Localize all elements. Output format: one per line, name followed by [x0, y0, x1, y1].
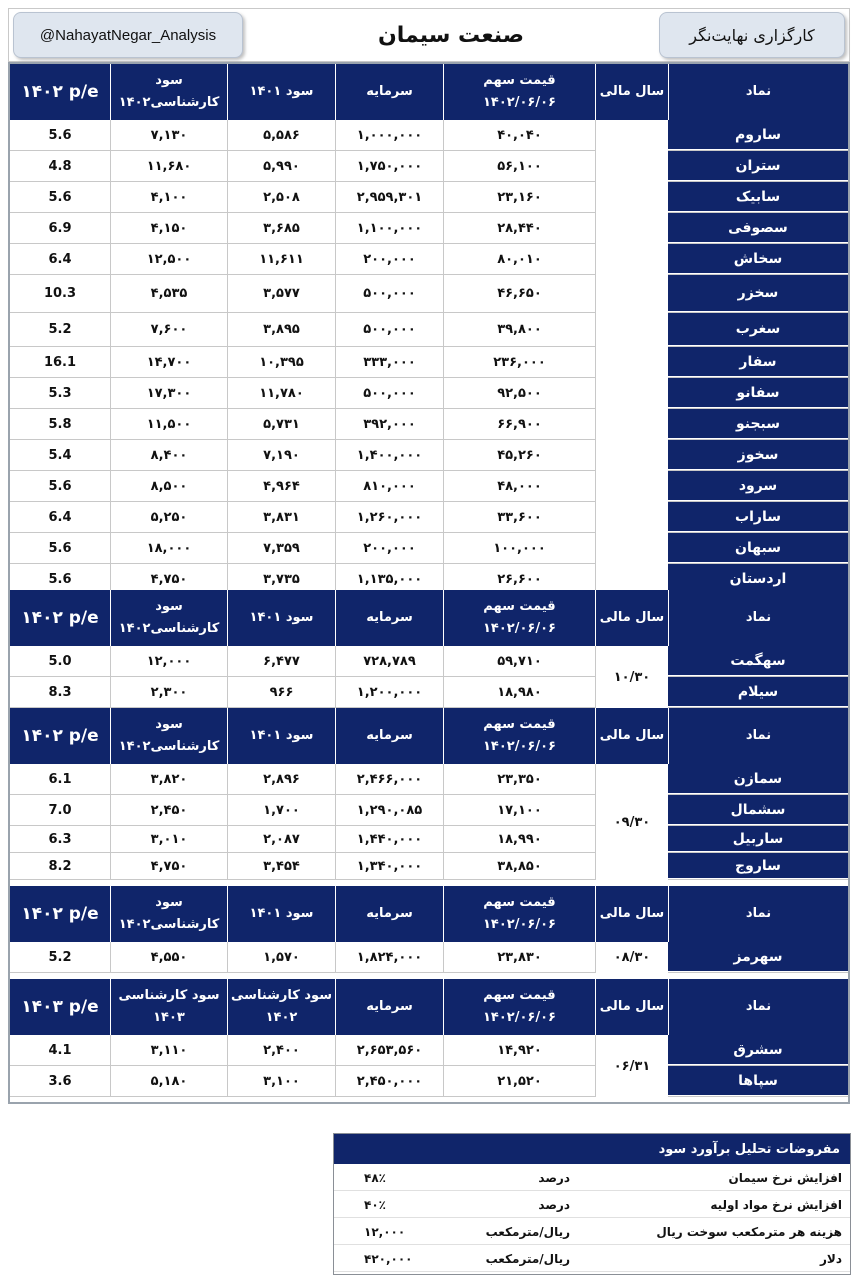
symbol-header: نماد	[668, 886, 848, 942]
capital-cell: ۱,۴۴۰,۰۰۰	[335, 826, 443, 852]
table-row	[10, 471, 848, 502]
section-header-row	[10, 590, 848, 646]
profit-header: سود کارشناسی ۱۴۰۲	[227, 979, 335, 1035]
stock-symbol: سغرب	[668, 313, 848, 346]
section-header-row	[10, 64, 848, 120]
pe-cell: 8.3	[48, 684, 72, 700]
estimated-profit-cell: ۱۲,۵۰۰	[110, 244, 227, 274]
profit-cell: ۳,۴۵۴	[227, 853, 335, 879]
table-row	[10, 440, 848, 471]
table-row	[10, 646, 848, 677]
pe-header: ۱۴۰۲ p/e	[21, 725, 99, 746]
price-cell: ۱۴,۹۲۰	[443, 1035, 595, 1065]
price-header: قیمت سهم ۱۴۰۲/۰۶/۰۶	[443, 979, 595, 1035]
capital-cell: ۱,۰۰۰,۰۰۰	[335, 120, 443, 150]
capital-header: سرمایه	[335, 979, 443, 1035]
capital-cell: ۷۲۸,۷۸۹	[335, 646, 443, 676]
profit-cell: ۲,۰۸۷	[227, 826, 335, 852]
table-row	[10, 275, 848, 313]
assumption-unit: درصد	[538, 1197, 570, 1212]
profit-cell: ۷,۳۵۹	[227, 533, 335, 563]
assumption-label: افزایش نرخ مواد اولیه	[710, 1197, 842, 1212]
price-cell: ۴۰,۰۴۰	[443, 120, 595, 150]
price-header: قیمت سهم ۱۴۰۲/۰۶/۰۶	[443, 886, 595, 942]
capital-cell: ۸۱۰,۰۰۰	[335, 471, 443, 501]
profit-cell: ۱,۵۷۰	[227, 942, 335, 972]
table-row	[10, 213, 848, 244]
pe-cell: 16.1	[43, 354, 77, 370]
symbol-header: نماد	[668, 64, 848, 120]
pe-cell: 10.3	[43, 286, 77, 301]
price-header: قیمت سهم ۱۴۰۲/۰۶/۰۶	[443, 708, 595, 764]
price-cell: ۲۳,۳۵۰	[443, 764, 595, 794]
pe-cell: 6.9	[48, 220, 72, 236]
assumption-value: ۴۸٪	[364, 1170, 386, 1185]
capital-cell: ۵۰۰,۰۰۰	[335, 275, 443, 312]
profit-cell: ۱۱,۶۱۱	[227, 244, 335, 274]
pe-cell: 5.3	[48, 385, 72, 401]
capital-cell: ۳۳۳,۰۰۰	[335, 347, 443, 377]
profit-cell: ۱۱,۷۸۰	[227, 378, 335, 408]
estimated-profit-cell: ۴,۱۰۰	[110, 182, 227, 212]
capital-cell: ۲,۴۵۰,۰۰۰	[335, 1066, 443, 1096]
profit-cell: ۲,۸۹۶	[227, 764, 335, 794]
estimated-profit-header: سود کارشناسی۱۴۰۲	[110, 708, 227, 764]
capital-cell: ۱,۲۰۰,۰۰۰	[335, 677, 443, 707]
estimated-profit-cell: ۴,۵۵۰	[110, 942, 227, 972]
price-cell: ۸۰,۰۱۰	[443, 244, 595, 274]
stock-symbol: سشرق	[668, 1035, 848, 1065]
fiscal-year-cell: ۱۰/۳۰	[595, 646, 668, 708]
estimated-profit-cell: ۴,۷۵۰	[110, 853, 227, 879]
estimated-profit-header: سود کارشناسی۱۴۰۲	[110, 64, 227, 120]
profit-cell: ۳,۵۷۷	[227, 275, 335, 312]
profit-cell: ۹۶۶	[227, 677, 335, 707]
table-section	[10, 979, 848, 1097]
stock-symbol: ساروم	[668, 120, 848, 150]
profit-cell: ۳,۶۸۵	[227, 213, 335, 243]
estimated-profit-cell: ۷,۶۰۰	[110, 313, 227, 346]
stock-symbol: سهرمز	[668, 942, 848, 972]
capital-header: سرمایه	[335, 590, 443, 646]
pe-cell: 6.1	[48, 771, 72, 787]
capital-cell: ۲,۴۶۶,۰۰۰	[335, 764, 443, 794]
estimated-profit-cell: ۳,۰۱۰	[110, 826, 227, 852]
stock-symbol: سبهان	[668, 533, 848, 563]
assumption-label: دلار	[819, 1251, 842, 1266]
fiscal-year-cell	[595, 120, 668, 595]
fiscal-year-header: سال مالی	[595, 708, 668, 764]
section-header-row	[10, 979, 848, 1035]
assumptions-title: مفروضات تحلیل برآورد سود	[334, 1134, 850, 1164]
profit-cell: ۴,۹۶۴	[227, 471, 335, 501]
stock-symbol: ساروج	[668, 853, 848, 879]
price-cell: ۱۷,۱۰۰	[443, 795, 595, 825]
stock-symbol: سیلام	[668, 677, 848, 707]
table-section	[10, 64, 848, 595]
table-row	[10, 1066, 848, 1097]
assumption-value: ۴۰٪	[364, 1197, 386, 1212]
price-cell: ۴۵,۲۶۰	[443, 440, 595, 470]
profit-cell: ۷,۱۹۰	[227, 440, 335, 470]
table-row	[10, 764, 848, 795]
pe-cell: 6.4	[48, 251, 72, 267]
assumption-row	[334, 1245, 850, 1272]
capital-cell: ۱,۱۰۰,۰۰۰	[335, 213, 443, 243]
table-row	[10, 502, 848, 533]
stock-symbol: سمازن	[668, 764, 848, 794]
profit-cell: ۳,۱۰۰	[227, 1066, 335, 1096]
capital-cell: ۱,۸۲۴,۰۰۰	[335, 942, 443, 972]
pe-cell: 5.6	[48, 571, 72, 587]
price-header: قیمت سهم ۱۴۰۲/۰۶/۰۶	[443, 64, 595, 120]
table-section	[10, 886, 848, 973]
price-cell: ۵۹,۷۱۰	[443, 646, 595, 676]
price-cell: ۲۸,۴۴۰	[443, 213, 595, 243]
brokerage-name: کارگزاری نهایت‌نگر	[659, 12, 845, 58]
estimated-profit-cell: ۲,۳۰۰	[110, 677, 227, 707]
table-row	[10, 244, 848, 275]
table-row	[10, 795, 848, 826]
estimated-profit-header: سود کارشناسی۱۴۰۲	[110, 590, 227, 646]
profit-header: سود ۱۴۰۱	[227, 708, 335, 764]
price-cell: ۳۹,۸۰۰	[443, 313, 595, 346]
assumptions-box	[333, 1133, 851, 1275]
pe-cell: 7.0	[48, 802, 72, 818]
fiscal-year-header: سال مالی	[595, 979, 668, 1035]
stock-symbol: سخزر	[668, 275, 848, 312]
stock-symbol: سابیک	[668, 182, 848, 212]
profit-cell: ۶,۴۷۷	[227, 646, 335, 676]
pe-cell: 3.6	[48, 1073, 72, 1089]
stock-symbol: سفانو	[668, 378, 848, 408]
estimated-profit-header: سود کارشناسی۱۴۰۲	[110, 886, 227, 942]
section-header-row	[10, 708, 848, 764]
capital-cell: ۱,۱۳۵,۰۰۰	[335, 564, 443, 594]
estimated-profit-cell: ۳,۱۱۰	[110, 1035, 227, 1065]
stock-symbol: اردستان	[668, 564, 848, 594]
table-row	[10, 677, 848, 708]
price-cell: ۲۳۶,۰۰۰	[443, 347, 595, 377]
estimated-profit-cell: ۲,۴۵۰	[110, 795, 227, 825]
assumption-unit: درصد	[538, 1170, 570, 1185]
table-section	[10, 590, 848, 708]
capital-cell: ۵۰۰,۰۰۰	[335, 378, 443, 408]
capital-cell: ۱,۲۶۰,۰۰۰	[335, 502, 443, 532]
assumption-value: ۴۲۰,۰۰۰	[364, 1251, 413, 1266]
capital-header: سرمایه	[335, 886, 443, 942]
table-row	[10, 826, 848, 853]
channel-handle[interactable]: @NahayatNegar_Analysis	[13, 12, 243, 58]
pe-cell: 5.2	[48, 949, 72, 965]
pe-cell: 5.6	[48, 127, 72, 143]
price-cell: ۲۳,۸۳۰	[443, 942, 595, 972]
profit-header: سود ۱۴۰۱	[227, 886, 335, 942]
pe-cell: 5.6	[48, 189, 72, 205]
assumption-row	[334, 1191, 850, 1218]
price-cell: ۴۶,۶۵۰	[443, 275, 595, 312]
estimated-profit-cell: ۸,۵۰۰	[110, 471, 227, 501]
estimated-profit-cell: ۷,۱۳۰	[110, 120, 227, 150]
capital-header: سرمایه	[335, 708, 443, 764]
assumption-value: ۱۲,۰۰۰	[364, 1224, 406, 1239]
stock-symbol: ساراب	[668, 502, 848, 532]
table-row	[10, 533, 848, 564]
estimated-profit-cell: ۴,۵۳۵	[110, 275, 227, 312]
stock-symbol: سپاها	[668, 1066, 848, 1096]
pe-header: ۱۴۰۲ p/e	[21, 607, 99, 628]
price-cell: ۲۳,۱۶۰	[443, 182, 595, 212]
profit-cell: ۱۰,۳۹۵	[227, 347, 335, 377]
assumption-unit: ریال/مترمکعب	[485, 1224, 570, 1239]
table-row	[10, 313, 848, 347]
capital-cell: ۱,۴۰۰,۰۰۰	[335, 440, 443, 470]
table-row	[10, 378, 848, 409]
capital-cell: ۲,۹۵۹,۳۰۱	[335, 182, 443, 212]
assumption-label: هزینه هر مترمکعب سوخت ریال	[656, 1224, 842, 1239]
price-cell: ۱۸,۹۸۰	[443, 677, 595, 707]
capital-cell: ۱,۲۹۰,۰۸۵	[335, 795, 443, 825]
table-row	[10, 182, 848, 213]
estimated-profit-cell: ۸,۴۰۰	[110, 440, 227, 470]
price-cell: ۹۲,۵۰۰	[443, 378, 595, 408]
profit-cell: ۲,۴۰۰	[227, 1035, 335, 1065]
estimated-profit-cell: ۱۱,۶۸۰	[110, 151, 227, 181]
capital-cell: ۵۰۰,۰۰۰	[335, 313, 443, 346]
pe-cell: 5.6	[48, 540, 72, 556]
pe-cell: 5.4	[48, 447, 72, 463]
table-row	[10, 942, 848, 973]
fiscal-year-cell: ۰۸/۳۰	[595, 942, 668, 973]
profit-cell: ۵,۷۳۱	[227, 409, 335, 439]
capital-cell: ۲,۶۵۳,۵۶۰	[335, 1035, 443, 1065]
estimated-profit-cell: ۱۷,۳۰۰	[110, 378, 227, 408]
estimated-profit-cell: ۱۸,۰۰۰	[110, 533, 227, 563]
price-header: قیمت سهم ۱۴۰۲/۰۶/۰۶	[443, 590, 595, 646]
fiscal-year-header: سال مالی	[595, 886, 668, 942]
stock-symbol: سهگمت	[668, 646, 848, 676]
pe-header: ۱۴۰۲ p/e	[21, 903, 99, 924]
assumption-row	[334, 1164, 850, 1191]
table-row	[10, 151, 848, 182]
pe-cell: 6.3	[48, 831, 72, 847]
estimated-profit-cell: ۵,۲۵۰	[110, 502, 227, 532]
symbol-header: نماد	[668, 979, 848, 1035]
symbol-header: نماد	[668, 590, 848, 646]
table-row	[10, 120, 848, 151]
pe-cell: 5.0	[48, 653, 72, 669]
capital-cell: ۲۰۰,۰۰۰	[335, 244, 443, 274]
price-cell: ۱۸,۹۹۰	[443, 826, 595, 852]
table-row	[10, 347, 848, 378]
capital-header: سرمایه	[335, 64, 443, 120]
pe-cell: 6.4	[48, 509, 72, 525]
price-cell: ۲۱,۵۲۰	[443, 1066, 595, 1096]
price-cell: ۳۳,۶۰۰	[443, 502, 595, 532]
profit-header: سود ۱۴۰۱	[227, 590, 335, 646]
stock-symbol: سبجنو	[668, 409, 848, 439]
pe-cell: 4.8	[48, 158, 72, 174]
table-row	[10, 1035, 848, 1066]
section-header-row	[10, 886, 848, 942]
pe-cell: 5.8	[48, 416, 72, 432]
fiscal-year-header: سال مالی	[595, 64, 668, 120]
stock-symbol: سشمال	[668, 795, 848, 825]
table-row	[10, 409, 848, 440]
capital-cell: ۱,۷۵۰,۰۰۰	[335, 151, 443, 181]
price-cell: ۳۸,۸۵۰	[443, 853, 595, 879]
profit-cell: ۲,۵۰۸	[227, 182, 335, 212]
capital-cell: ۲۰۰,۰۰۰	[335, 533, 443, 563]
estimated-profit-cell: ۱۲,۰۰۰	[110, 646, 227, 676]
capital-cell: ۳۹۲,۰۰۰	[335, 409, 443, 439]
pe-cell: 4.1	[48, 1042, 72, 1058]
stock-symbol: ساربیل	[668, 826, 848, 852]
profit-cell: ۱,۷۰۰	[227, 795, 335, 825]
price-cell: ۵۶,۱۰۰	[443, 151, 595, 181]
profit-cell: ۳,۷۳۵	[227, 564, 335, 594]
page-header	[8, 8, 850, 62]
stock-symbol: سفار	[668, 347, 848, 377]
fiscal-year-cell: ۰۶/۳۱	[595, 1035, 668, 1097]
cement-stocks-table	[8, 62, 850, 1104]
stock-symbol: سرود	[668, 471, 848, 501]
assumption-unit: ریال/مترمکعب	[485, 1251, 570, 1266]
price-cell: ۴۸,۰۰۰	[443, 471, 595, 501]
pe-cell: 8.2	[48, 858, 72, 874]
profit-cell: ۵,۹۹۰	[227, 151, 335, 181]
fiscal-year-cell: ۰۹/۳۰	[595, 764, 668, 880]
estimated-profit-cell: ۳,۸۲۰	[110, 764, 227, 794]
profit-cell: ۵,۵۸۶	[227, 120, 335, 150]
symbol-header: نماد	[668, 708, 848, 764]
stock-symbol: ستران	[668, 151, 848, 181]
estimated-profit-cell: ۴,۷۵۰	[110, 564, 227, 594]
estimated-profit-cell: ۱۱,۵۰۰	[110, 409, 227, 439]
estimated-profit-header: سود کارشناسی ۱۴۰۳	[110, 979, 227, 1035]
price-cell: ۲۶,۶۰۰	[443, 564, 595, 594]
estimated-profit-cell: ۴,۱۵۰	[110, 213, 227, 243]
price-cell: ۱۰۰,۰۰۰	[443, 533, 595, 563]
stock-symbol: سخوز	[668, 440, 848, 470]
profit-cell: ۳,۸۹۵	[227, 313, 335, 346]
estimated-profit-cell: ۱۴,۷۰۰	[110, 347, 227, 377]
pe-cell: 5.6	[48, 478, 72, 494]
stock-symbol: سصوفی	[668, 213, 848, 243]
stock-symbol: سخاش	[668, 244, 848, 274]
pe-header: ۱۴۰۲ p/e	[21, 81, 99, 102]
table-section	[10, 708, 848, 880]
price-cell: ۶۶,۹۰۰	[443, 409, 595, 439]
profit-cell: ۳,۸۳۱	[227, 502, 335, 532]
assumption-row	[334, 1218, 850, 1245]
profit-header: سود ۱۴۰۱	[227, 64, 335, 120]
fiscal-year-header: سال مالی	[595, 590, 668, 646]
page-title: صنعت سیمان	[377, 22, 524, 48]
pe-cell: 5.2	[48, 322, 72, 337]
table-row	[10, 853, 848, 880]
estimated-profit-cell: ۵,۱۸۰	[110, 1066, 227, 1096]
assumption-label: افزایش نرخ سیمان	[728, 1170, 842, 1185]
pe-header: ۱۴۰۳ p/e	[21, 996, 99, 1017]
capital-cell: ۱,۳۴۰,۰۰۰	[335, 853, 443, 879]
